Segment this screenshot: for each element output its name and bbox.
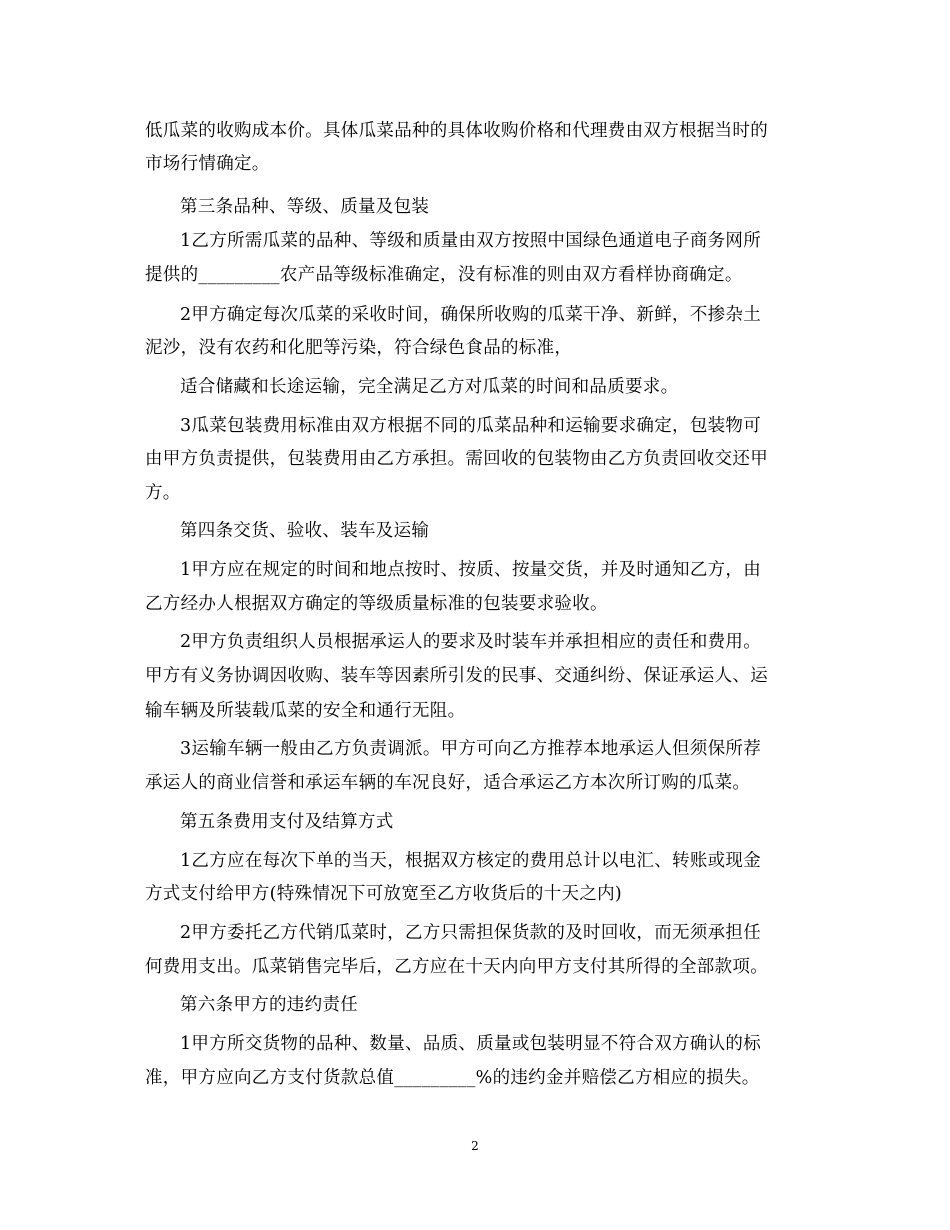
text-line: 3运输车辆一般由乙方负责调派。甲方可向乙方推荐本地承运人但须保所荐 bbox=[180, 739, 762, 759]
text-line: 1乙方所需瓜菜的品种、等级和质量由双方按照中国绿色通道电子商务网所 bbox=[180, 231, 762, 251]
text-line: 甲方有义务协调因收购、装车等因素所引发的民事、交通纠纷、保证承运人、运 bbox=[145, 666, 768, 686]
text-line: 2甲方负责组织人员根据承运人的要求及时装车并承担相应的责任和费用。 bbox=[180, 632, 762, 652]
text-line: 何费用支出。瓜菜销售完毕后，乙方应在十天内向甲方支付其所得的全部款项。 bbox=[145, 957, 768, 977]
text-line: 2甲方委托乙方代销瓜菜时，乙方只需担保货款的及时回收，而无须承担任 bbox=[180, 923, 762, 943]
text-line: 方式支付给甲方(特殊情况下可放宽至乙方收货后的十天之内) bbox=[145, 884, 623, 904]
section-heading: 第三条品种、等级、质量及包装 bbox=[180, 197, 430, 217]
section-heading: 第五条费用支付及结算方式 bbox=[180, 812, 394, 832]
text-line: 适合储藏和长途运输，完全满足乙方对瓜菜的时间和品质要求。 bbox=[180, 377, 679, 397]
text-line: 乙方经办人根据双方确定的等级质量标准的包装要求验收。 bbox=[145, 594, 608, 614]
page-number: 2 bbox=[471, 1139, 479, 1153]
text-line: 由甲方负责提供，包装费用由乙方承担。需回收的包装物由乙方负责回收交还甲 bbox=[145, 449, 768, 469]
text-line: 低瓜菜的收购成本价。具体瓜菜品种的具体收购价格和代理费由双方根据当时的 bbox=[145, 121, 768, 141]
text-line: 准，甲方应向乙方支付货款总值_________%的违约金并赔偿乙方相应的损失。 bbox=[145, 1068, 760, 1088]
text-line: 1乙方应在每次下单的当天，根据双方核定的费用总计以电汇、转账或现金 bbox=[180, 851, 762, 871]
text-line: 提供的_________农产品等级标准确定，没有标准的则由双方看样协商确定。 bbox=[145, 265, 743, 285]
text-line: 市场行情确定。 bbox=[145, 154, 270, 174]
text-line: 1甲方应在规定的时间和地点按时、按质、按量交货，并及时通知乙方，由 bbox=[180, 560, 762, 580]
text-line: 方。 bbox=[145, 483, 181, 503]
text-line: 2甲方确定每次瓜菜的采收时间，确保所收购的瓜菜干净、新鲜，不掺杂土 bbox=[180, 305, 762, 325]
section-heading: 第四条交货、验收、装车及运输 bbox=[180, 521, 430, 541]
section-heading: 第六条甲方的违约责任 bbox=[180, 995, 358, 1015]
text-line: 泥沙，没有农药和化肥等污染，符合绿色食品的标准， bbox=[145, 338, 573, 358]
text-line: 3瓜菜包装费用标准由双方根据不同的瓜菜品种和运输要求确定，包装物可 bbox=[180, 416, 762, 436]
text-line: 承运人的商业信誉和承运车辆的车况良好，适合承运乙方本次所订购的瓜菜。 bbox=[145, 773, 751, 793]
text-line: 1甲方所交货物的品种、数量、品质、质量或包装明显不符合双方确认的标 bbox=[180, 1034, 762, 1054]
text-line: 输车辆及所装载瓜菜的安全和通行无阻。 bbox=[145, 701, 466, 721]
